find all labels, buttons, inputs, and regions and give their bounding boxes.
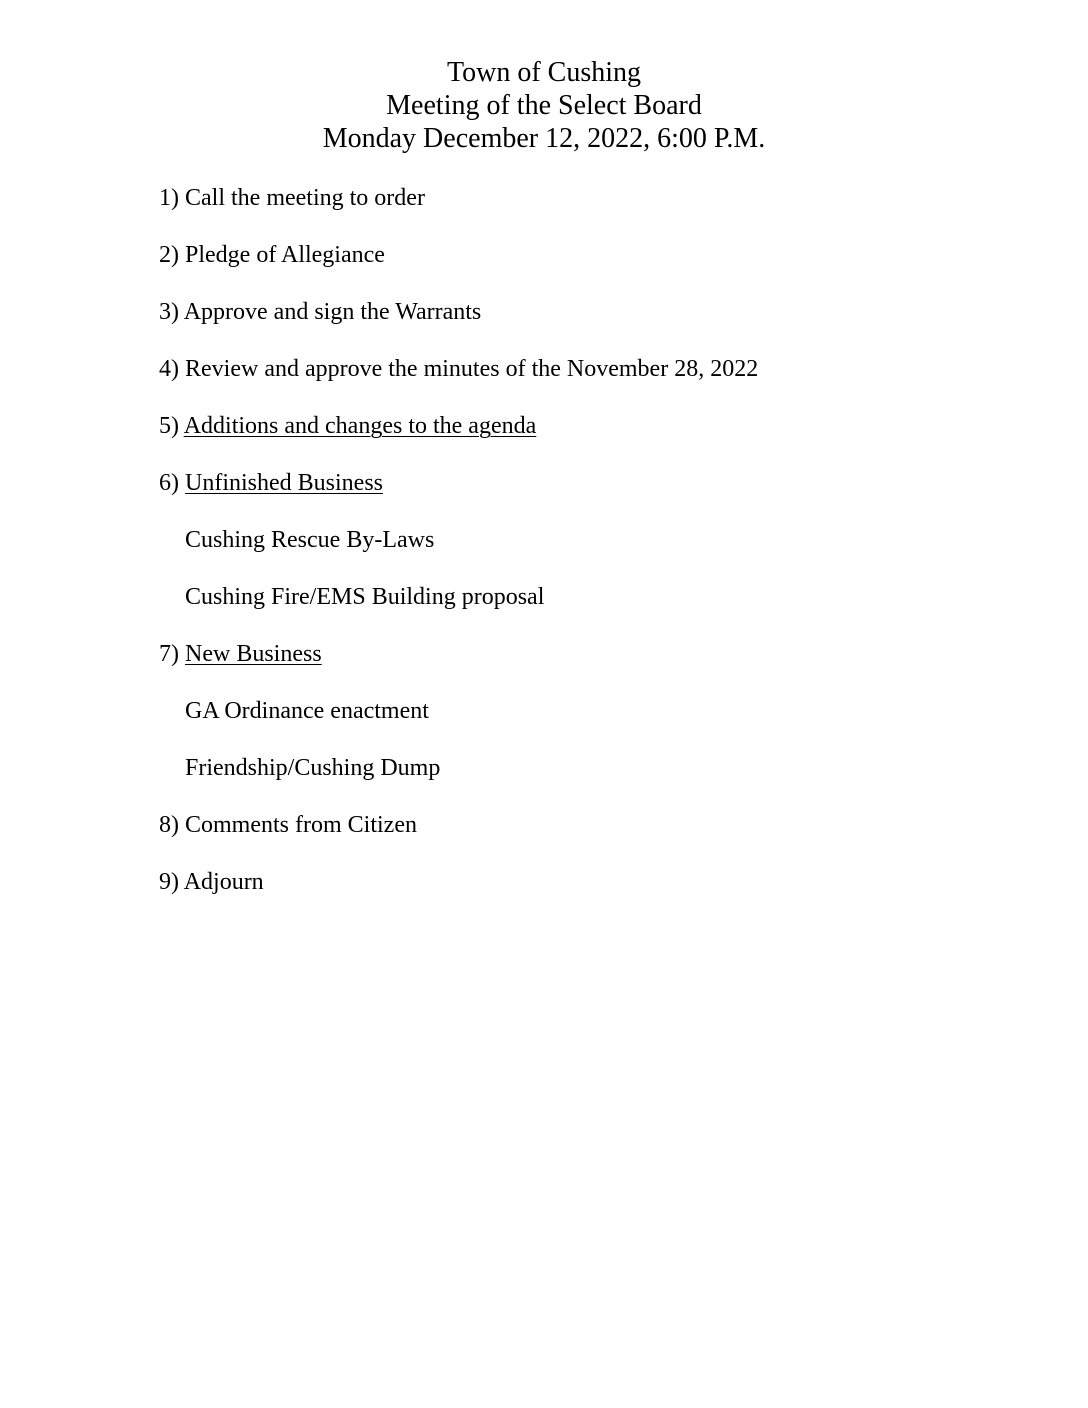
meeting-title: Meeting of the Select Board: [386, 90, 702, 121]
agenda-list: [159, 184, 1019, 925]
item-number: 2): [159, 242, 179, 268]
agenda-item-3: [159, 298, 1019, 355]
item-number: 7): [159, 641, 179, 667]
section-heading-additions: Additions and changes to the agenda: [183, 413, 537, 439]
sub-item-fire-ems-building: Cushing Fire/EMS Building proposal: [185, 584, 545, 610]
sub-item-ga-ordinance: GA Ordinance enactment: [185, 698, 429, 724]
item-number: 6): [159, 470, 179, 496]
item-text: Review and approve the minutes of the November 28, 2022: [185, 356, 759, 382]
agenda-item-7: [159, 640, 1019, 697]
agenda-item-5: [159, 412, 1019, 469]
item-text: Pledge of Allegiance: [185, 242, 385, 268]
agenda-item-9: [159, 868, 1019, 925]
agenda-item-1: [159, 184, 1019, 241]
sub-item-rescue-bylaws: Cushing Rescue By-Laws: [185, 527, 435, 553]
document-header: [0, 56, 1088, 155]
section-heading-unfinished-business: Unfinished Business: [185, 470, 383, 496]
sub-item-friendship-dump: Friendship/Cushing Dump: [185, 755, 441, 781]
agenda-item-6: [159, 469, 1019, 526]
town-title: Town of Cushing: [446, 57, 642, 88]
item-number: 5): [159, 413, 179, 439]
item-text: Approve and sign the Warrants: [183, 299, 482, 325]
item-number: 9): [159, 869, 179, 895]
agenda-item-8: [159, 811, 1019, 868]
item-number: 8): [159, 812, 179, 838]
item-number: 3): [159, 299, 179, 325]
agenda-item-2: [159, 241, 1019, 298]
agenda-item-4: [159, 355, 1019, 412]
item-text: Comments from Citizen: [185, 812, 417, 838]
item-text: Adjourn: [183, 869, 264, 895]
item-number: 1): [159, 185, 179, 211]
item-text: Call the meeting to order: [185, 185, 425, 211]
item-number: 4): [159, 356, 179, 382]
section-heading-new-business: New Business: [185, 641, 322, 667]
meeting-datetime: Monday December 12, 2022, 6:00 P.M.: [322, 123, 766, 154]
